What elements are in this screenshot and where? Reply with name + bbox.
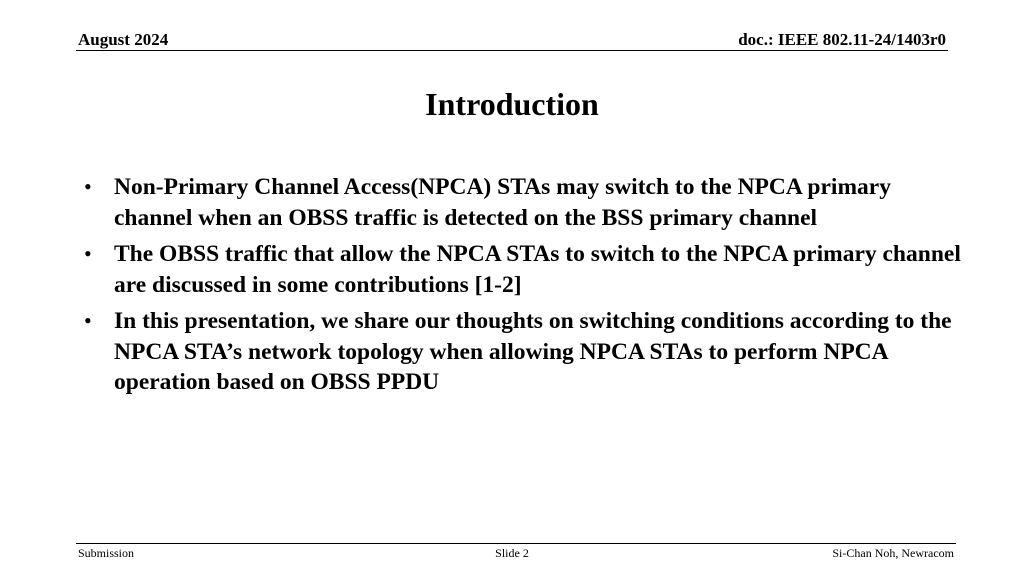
footer-author: Si-Chan Noh, Newracom xyxy=(832,546,954,560)
header-date: August 2024 xyxy=(78,30,169,49)
bullet-dot-icon: • xyxy=(84,174,92,199)
bullet-item xyxy=(84,239,964,300)
slide-title: Introduction xyxy=(425,86,599,122)
bullet-item xyxy=(84,172,964,233)
footer-slide-number: Slide 2 xyxy=(495,546,529,560)
bullet-text: The OBSS traffic that allow the NPCA STAs to switch to the NPCA primary channel are discussed in some contributions [1-2] xyxy=(114,241,961,298)
header-divider xyxy=(76,50,948,51)
bullet-dot-icon: • xyxy=(84,241,92,266)
bullet-list xyxy=(84,172,964,404)
footer-divider xyxy=(76,543,956,544)
bullet-item xyxy=(84,306,964,398)
footer-submission: Submission xyxy=(78,546,135,560)
bullet-dot-icon: • xyxy=(84,308,92,333)
bullet-text: Non-Primary Channel Access(NPCA) STAs may switch to the NPCA primary channel when an OBSS traffic is detected on the BSS primary channel xyxy=(114,174,891,231)
header-doc-id: doc.: IEEE 802.11-24/1403r0 xyxy=(738,30,946,49)
bullet-text: In this presentation, we share our thoughts on switching conditions according to the NPCA STA’s network topology when allowing NPCA STAs to perform NPCA operation based on OBSS PPDU xyxy=(114,308,952,395)
